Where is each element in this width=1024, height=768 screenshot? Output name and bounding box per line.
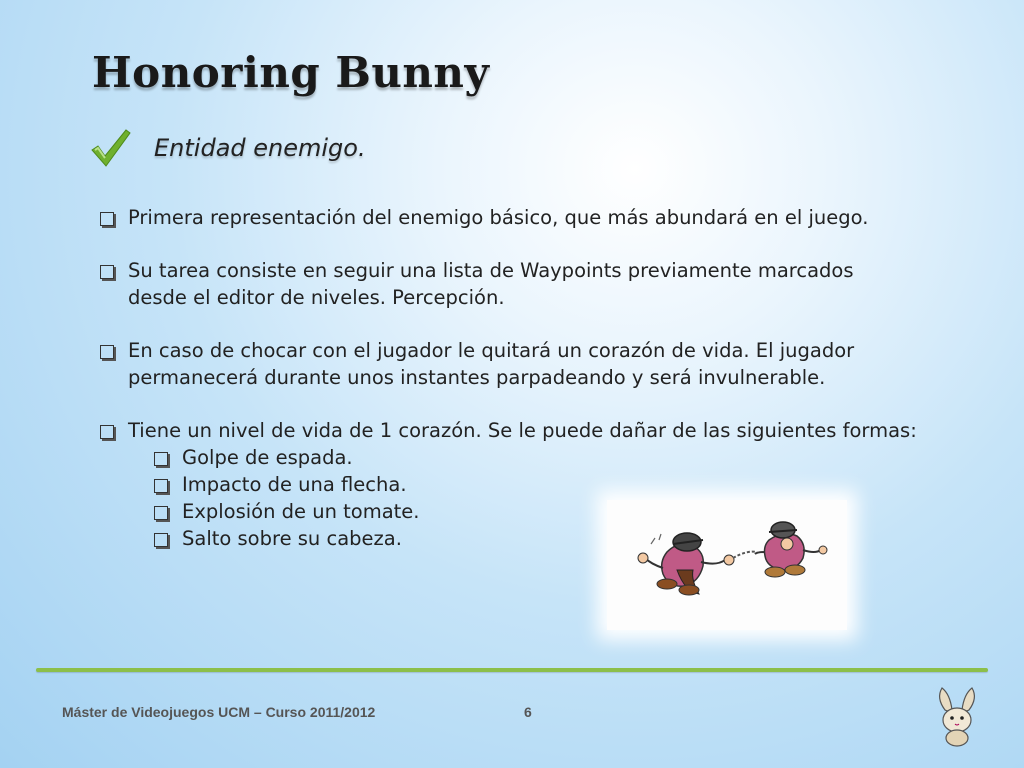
bullet-item <box>98 337 918 391</box>
sub-bullet-text: Impacto de una flecha. <box>182 473 407 496</box>
checkbox-square-icon <box>154 479 168 493</box>
bunny-logo <box>928 684 986 748</box>
checkbox-square-icon <box>100 212 114 226</box>
subtitle-row <box>88 126 366 170</box>
bullet-item <box>98 417 918 444</box>
checkbox-square-icon <box>100 425 114 439</box>
bullet-item <box>98 257 918 311</box>
page-number: 6 <box>524 704 532 720</box>
sub-bullet-text: Explosión de un tomate. <box>182 500 420 523</box>
enemy-figure-right <box>755 522 827 577</box>
slide-subtitle: Entidad enemigo. <box>154 134 366 162</box>
sub-bullet-item <box>152 471 918 498</box>
checkbox-square-icon <box>100 345 114 359</box>
enemy-figure-left <box>638 533 734 595</box>
sub-bullet-text: Golpe de espada. <box>182 446 353 469</box>
slide-title: Honoring Bunny <box>92 48 490 97</box>
checkbox-square-icon <box>100 265 114 279</box>
bullet-text: Primera representación del enemigo básico, que más abundará en el juego. <box>128 206 869 229</box>
bullet-item <box>98 204 918 231</box>
bullet-text: Tiene un nivel de vida de 1 corazón. Se le puede dañar de las siguientes formas: <box>128 419 917 442</box>
sub-bullet-text: Salto sobre su cabeza. <box>182 527 402 550</box>
footer-divider <box>36 668 988 672</box>
footer-course: Máster de Videojuegos UCM – Curso 2011/2012 <box>62 704 376 720</box>
bullet-text: Su tarea consiste en seguir una lista de Waypoints previamente marcados desde el editor de niveles. Percepción. <box>128 259 854 309</box>
checkbox-square-icon <box>154 533 168 547</box>
enemy-sprite-image <box>607 500 847 630</box>
checkmark-icon <box>88 126 132 170</box>
checkbox-square-icon <box>154 452 168 466</box>
checkbox-square-icon <box>154 506 168 520</box>
bullet-text: En caso de chocar con el jugador le quitará un corazón de vida. El jugador permanecerá durante unos instantes parpadeando y será invulnerable. <box>128 339 855 389</box>
sub-bullet-item <box>152 444 918 471</box>
